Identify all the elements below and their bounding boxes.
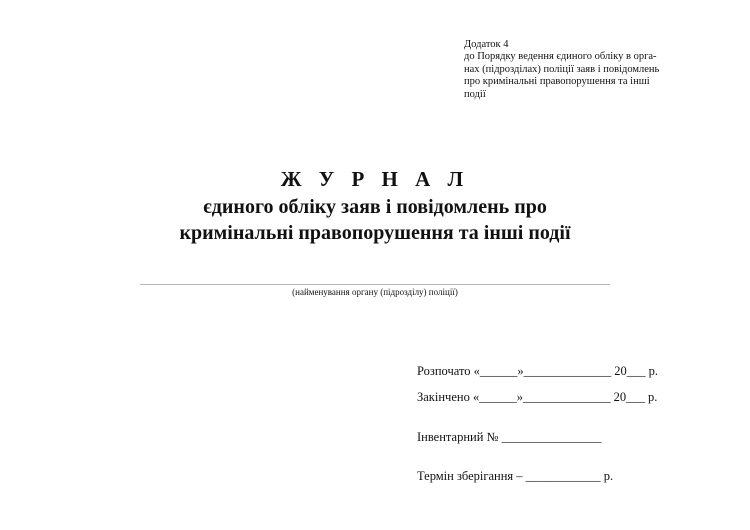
journal-title xyxy=(0,164,750,246)
org-name-line xyxy=(140,284,610,285)
appendix-line: до Порядку ведення єдиного обліку в орга- xyxy=(464,51,657,63)
storage-term-field: Термін зберігання – ____________ р. xyxy=(417,469,614,483)
inventory-number-field: Інвентарний № ________________ xyxy=(417,430,602,444)
title-subtitle-line2: кримінальні правопорушення та інші події xyxy=(179,222,571,244)
appendix-line: нах (підрозділах) поліції заяв і повідомлень xyxy=(464,63,660,75)
appendix-line: події xyxy=(464,88,486,100)
appendix-line: Додаток 4 xyxy=(464,39,509,50)
org-name-caption: (найменування органу (підрозділу) поліції) xyxy=(292,287,458,297)
appendix-note xyxy=(464,39,684,101)
appendix-line: про кримінальні правопорушення та інші xyxy=(464,76,650,88)
title-main: Ж У Р Н А Л xyxy=(280,167,470,191)
title-subtitle-line1: єдиного обліку заяв і повідомлень про xyxy=(203,196,547,218)
finished-field: Закінчено «______»______________ 20___ р. xyxy=(417,390,658,404)
started-field: Розпочато «______»______________ 20___ р. xyxy=(417,364,659,378)
